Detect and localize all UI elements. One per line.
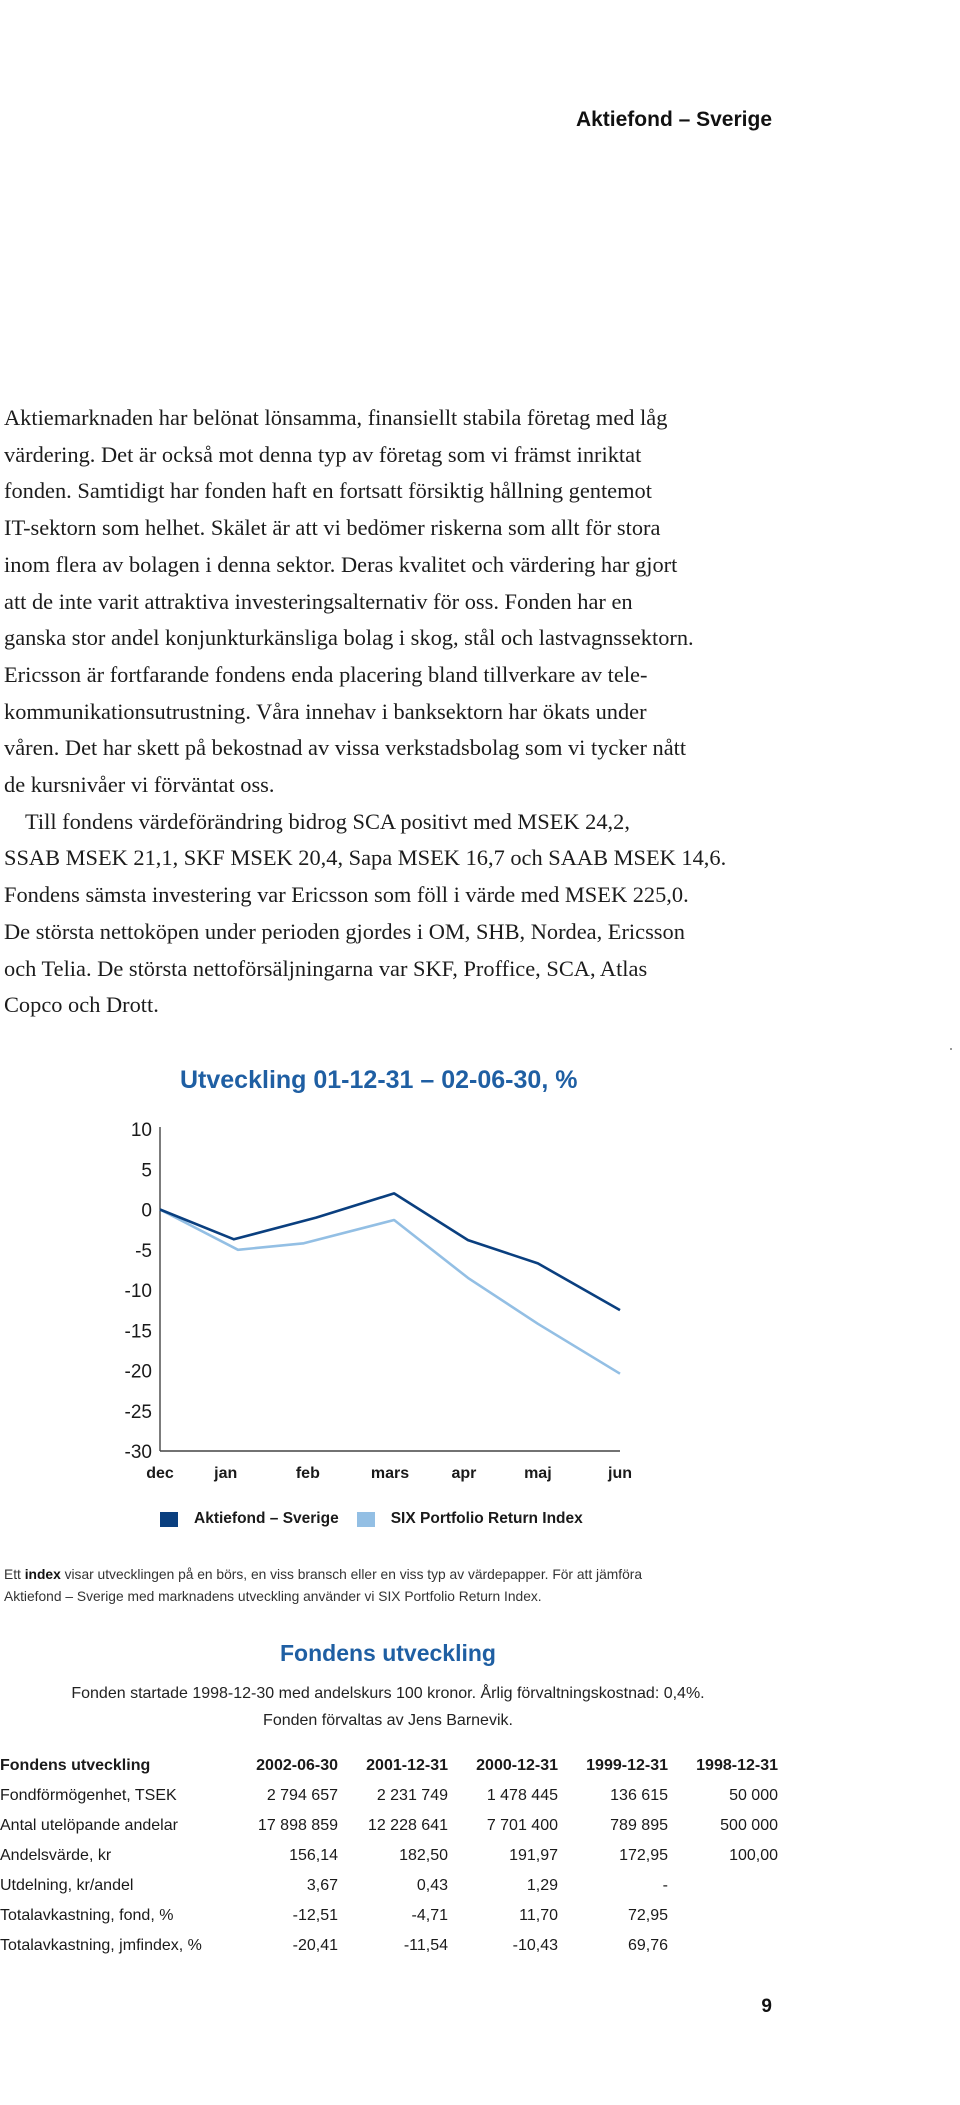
cell-value	[668, 1871, 778, 1901]
table-heading: Fondens utveckling	[280, 1640, 496, 1666]
cell-value: 1 478 445	[486, 1787, 558, 1804]
table-row	[0, 1811, 778, 1841]
body-line: Aktiemarknaden har belönat lönsamma, finansiellt stabila företag med låg	[4, 405, 668, 430]
body-line: de kursnivåer vi förväntat oss.	[4, 772, 275, 798]
section-title: Aktiefond – Sverige	[575, 108, 772, 131]
y-tick-label: -20	[124, 1361, 152, 1383]
series-line-fund	[160, 1193, 620, 1310]
body-line: värdering. Det är också mot denna typ av företag som vi främst inriktat	[4, 441, 642, 467]
row-label: Andelsvärde, kr	[0, 1847, 112, 1864]
table-header-label: Fondens utveckling	[0, 1757, 151, 1774]
x-tick-label: feb	[295, 1465, 320, 1482]
cell-value: 17 898 859	[257, 1817, 338, 1834]
y-tick-label: -25	[124, 1401, 152, 1423]
cell-value: 182,50	[399, 1847, 448, 1864]
page-number: 9	[761, 1996, 772, 2017]
body-line: Till fondens värdeförändring bidrog SCA positivt med MSEK 24,2,	[25, 808, 630, 834]
cell-value: 2 794 657	[266, 1787, 338, 1804]
cell-value: 500 000	[720, 1817, 778, 1834]
table-header-row	[0, 1751, 778, 1781]
y-tick-label: -15	[124, 1321, 152, 1343]
series-line-index	[160, 1210, 620, 1374]
table-header-date: 2002-06-30	[256, 1757, 338, 1774]
body-line: att de inte varit attraktiva investeringsalternativ för oss. Fonden har en	[4, 588, 633, 614]
stray-dot	[950, 1048, 952, 1050]
row-label: Totalavkastning, jmfindex, %	[0, 1937, 202, 1954]
intro-line: Fonden förvaltas av Jens Barnevik.	[263, 1712, 513, 1729]
x-tick-label: dec	[146, 1465, 174, 1482]
body-line: fonden. Samtidigt har fonden haft en fortsatt försiktig hållning gentemot	[4, 478, 652, 504]
cell-value: 172,95	[619, 1847, 668, 1864]
y-tick-label: 10	[130, 1120, 152, 1141]
legend-label-fund: Aktiefond – Sverige	[194, 1510, 339, 1527]
table-row	[0, 1841, 778, 1871]
table-header-date: 1999-12-31	[586, 1757, 668, 1774]
intro-line: Fonden startade 1998-12-30 med andelskurs 100 kronor. Årlig förvaltningskostnad: 0,4%.	[71, 1685, 705, 1702]
body-line: SSAB MSEK 21,1, SKF MSEK 20,4, Sapa MSEK 16,7 och SAAB MSEK 14,6.	[4, 845, 727, 871]
cell-value: 156,14	[289, 1847, 338, 1864]
body-line: och Telia. De största nettoförsäljningarna var SKF, Proffice, SCA, Atlas	[4, 955, 648, 981]
cell-value: 789 895	[610, 1817, 668, 1834]
table-row	[0, 1931, 778, 1961]
table-header-date: 2000-12-31	[476, 1757, 558, 1774]
cell-value: 100,00	[729, 1847, 778, 1864]
legend-swatch-index	[357, 1512, 375, 1527]
body-line: kommunikationsutrustning. Våra innehav i banksektorn har ökats under	[4, 698, 647, 724]
body-line: De största nettoköpen under perioden gjordes i OM, SHB, Nordea, Ericsson	[4, 918, 685, 944]
cell-value: 11,70	[519, 1907, 558, 1924]
cell-value: 2 231 749	[376, 1787, 448, 1804]
table-header-date: 2001-12-31	[366, 1757, 448, 1774]
body-line: Fondens sämsta investering var Ericsson som föll i värde med MSEK 225,0.	[4, 882, 689, 908]
table-row	[0, 1871, 778, 1901]
cell-value	[668, 1901, 778, 1931]
footnote-text: visar utvecklingen på en börs, en viss bransch eller en viss typ av värdepapper. För att jämföra	[60, 1567, 643, 1582]
chart-title: Utveckling 01-12-31 – 02-06-30, %	[180, 1066, 578, 1094]
footnote-text: Ett	[4, 1567, 25, 1582]
cell-value: -4,71	[411, 1907, 448, 1924]
table-row	[0, 1901, 778, 1931]
body-line: inom flera av bolagen i denna sektor. Deras kvalitet och värdering har gjort	[4, 551, 678, 577]
cell-value: 50 000	[729, 1787, 778, 1804]
y-tick-label: 5	[141, 1160, 152, 1182]
cell-value: 3,67	[306, 1877, 338, 1894]
table-intro	[0, 1680, 776, 1734]
cell-value: 0,43	[416, 1877, 448, 1894]
x-tick-label: maj	[524, 1465, 552, 1482]
table-row	[0, 1781, 778, 1811]
y-tick-label: -10	[124, 1281, 152, 1302]
cell-value: 7 701 400	[486, 1817, 558, 1834]
y-tick-label: 0	[141, 1200, 152, 1222]
body-line: våren. Det har skett på bekostnad av vissa verkstadsbolag som vi tycker nått	[4, 735, 687, 761]
row-label: Totalavkastning, fond, %	[0, 1907, 174, 1924]
x-tick-label: mars	[370, 1465, 410, 1482]
row-label: Utdelning, kr/andel	[0, 1877, 134, 1894]
cell-value: 136 615	[610, 1787, 668, 1804]
cell-value: -	[662, 1877, 668, 1894]
cell-value: 69,76	[627, 1937, 668, 1954]
body-line: Ericsson är fortfarande fondens enda placering bland tillverkare av tele-	[4, 661, 648, 687]
legend-swatch-fund	[160, 1512, 178, 1527]
cell-value: 72,95	[627, 1907, 668, 1924]
table-header-date: 1998-12-31	[696, 1757, 778, 1774]
y-tick-label: -5	[135, 1240, 152, 1262]
index-footnote	[4, 1564, 764, 1608]
body-text	[4, 400, 784, 1024]
row-label: Fondförmögenhet, TSEK	[0, 1787, 177, 1804]
cell-value: 1,29	[526, 1877, 558, 1894]
cell-value	[668, 1931, 778, 1961]
footnote-text: Aktiefond – Sverige med marknadens utveckling använder vi SIX Portfolio Return Index.	[4, 1589, 542, 1604]
x-tick-label: jan	[214, 1465, 238, 1482]
x-tick-label: jun	[608, 1465, 632, 1482]
y-tick-label: -30	[124, 1442, 152, 1463]
cell-value: -12,51	[292, 1907, 338, 1924]
x-tick-label: apr	[451, 1465, 477, 1482]
cell-value: -11,54	[403, 1937, 448, 1954]
cell-value: -10,43	[512, 1937, 558, 1954]
body-line: IT-sektorn som helhet. Skälet är att vi bedömer riskerna som allt för stora	[4, 515, 661, 541]
footnote-bold-term: index	[24, 1567, 61, 1582]
body-line: ganska stor andel konjunkturkänsliga bolag i skog, stål och lastvagnssektorn.	[4, 625, 694, 651]
body-line: Copco och Drott.	[4, 992, 159, 1018]
legend-label-index: SIX Portfolio Return Index	[390, 1510, 583, 1527]
cell-value: 191,97	[509, 1847, 558, 1864]
performance-chart	[100, 1100, 640, 1500]
cell-value: -20,41	[292, 1937, 338, 1954]
row-label: Antal utelöpande andelar	[0, 1817, 178, 1834]
chart-legend	[160, 1510, 583, 1528]
cell-value: 12 228 641	[367, 1817, 448, 1834]
performance-table	[0, 1751, 778, 1961]
